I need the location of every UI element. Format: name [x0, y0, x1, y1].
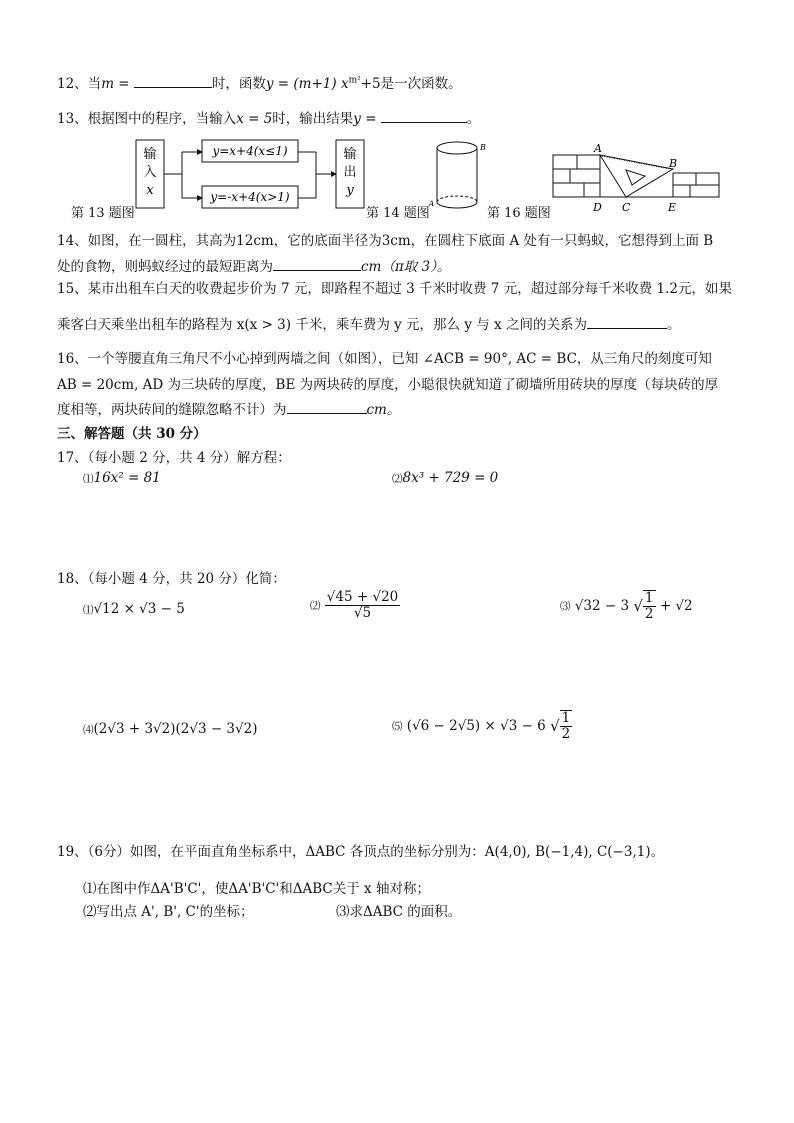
input-char-3: x	[146, 183, 154, 198]
q18-part2: ⑵ $\frac{√45 + √20}{√5}$	[310, 589, 399, 621]
fig14-label-b: B	[480, 143, 486, 152]
question-14-line1: 14、如图，在一圆柱，其高为12cm，它的底面半径为3cm，在圆柱下底面 A 处有一只蚂蚁，它想得到上面 B	[57, 233, 714, 249]
formula-1: y=x+4(x≤1)	[212, 144, 288, 158]
answer-blank-13[interactable]	[381, 110, 467, 123]
question-16-line2: AB = 20cm, AD 为三块砖的厚度，BE 为两块砖的厚度，小聪很快就知道了砌墙所用砖块的厚度（每块砖的厚	[57, 377, 719, 393]
fig16-label-d: D	[593, 201, 602, 214]
output-char-1: 输	[343, 147, 357, 162]
q18-part3: ⑶ √32 − 3 √ $\frac{1}{2}$ + √2	[560, 590, 693, 622]
question-16-line1: 16、一个等腰直角三角尺不小心掉到两墙之间（如图），已知 ∠ACB = 90°, AC = BC，从三角尺的刻度可知	[57, 351, 712, 367]
fig16-label-b: B	[669, 157, 678, 170]
answer-blank-16[interactable]	[287, 401, 367, 414]
output-char-3: y	[346, 183, 354, 198]
q17-part2: ⑵8x³ + 729 = 0	[392, 470, 499, 486]
answer-blank-15[interactable]	[587, 316, 667, 329]
q19-sub1: ⑴在图中作ΔA'B'C'，使ΔA'B'C'和ΔABC关于 x 轴对称；	[83, 881, 430, 897]
section-3-heading: 三、解答题（共 30 分）	[57, 426, 207, 442]
question-16-line3: 度相等，两块砖间的缝隙忽略不计）为 cm。	[57, 402, 401, 418]
output-char-2: 出	[343, 165, 357, 180]
question-15-line2: 乘客白天乘坐出租车的路程为 x(x > 3) 千米，乘车费为 y 元，那么 y 与 x 之间的关系为 。	[57, 317, 681, 333]
question-15-line1: 15、某市出租车白天的收费起步价为 7 元，即路程不超过 3 千米时收费 7 元，超过部分每千米收费 1.2元，如果	[57, 281, 732, 297]
question-14-line2: 处的食物，则蚂蚁经过的最短距离为 cm（π取 3）。	[57, 259, 451, 275]
question-19-line1: 19、（6分）如图，在平面直角坐标系中，ΔABC 各顶点的坐标分别为：A(4,0), B(−1,4), C(−3,1)。	[57, 844, 665, 860]
question-12: 12、当m = 时，函数y = (m+1) $x^{m^2}+5$是一次函数。	[57, 75, 462, 92]
fig16-caption: 第 16 题图	[487, 206, 551, 221]
question-18-title: 18、（每小题 4 分，共 20 分）化简：	[57, 571, 286, 587]
fig16-label-a: A	[594, 142, 602, 155]
fig13-caption: 第 13 题图	[71, 206, 135, 221]
input-char-1: 输	[143, 147, 157, 162]
formula-2: y=-x+4(x>1)	[210, 190, 290, 204]
question-17-title: 17、（每小题 2 分，共 4 分）解方程：	[57, 450, 291, 466]
fig14-label-a: A	[429, 200, 435, 208]
input-char-2: 入	[143, 165, 157, 180]
question-13: 13、根据图中的程序，当输入x = 5时，输出结果y = 。	[57, 111, 481, 127]
figure-14-cylinder	[429, 136, 492, 216]
q18-part1: ⑴√12 × √3 − 5	[83, 601, 185, 617]
q18-part4: ⑷(2√3 + 3√2)(2√3 − 3√2)	[83, 721, 258, 737]
figure-16-walls	[550, 140, 725, 220]
answer-blank-14[interactable]	[273, 258, 361, 271]
answer-blank-12[interactable]	[134, 75, 212, 88]
figure-13-flowchart	[136, 136, 376, 216]
q19-sub3: ⑶求ΔABC 的面积。	[336, 904, 462, 920]
q18-part5: ⑸ (√6 − 2√5) × √3 − 6 √ $\frac{1}{2}$	[392, 710, 571, 742]
fig16-label-c: C	[622, 201, 631, 214]
fig14-caption: 第 14 题图	[366, 206, 430, 221]
fig16-label-e: E	[668, 201, 677, 214]
q17-part1: ⑴16x² = 81	[83, 470, 161, 486]
q19-sub2: ⑵写出点 A', B', C'的坐标；	[83, 904, 254, 920]
